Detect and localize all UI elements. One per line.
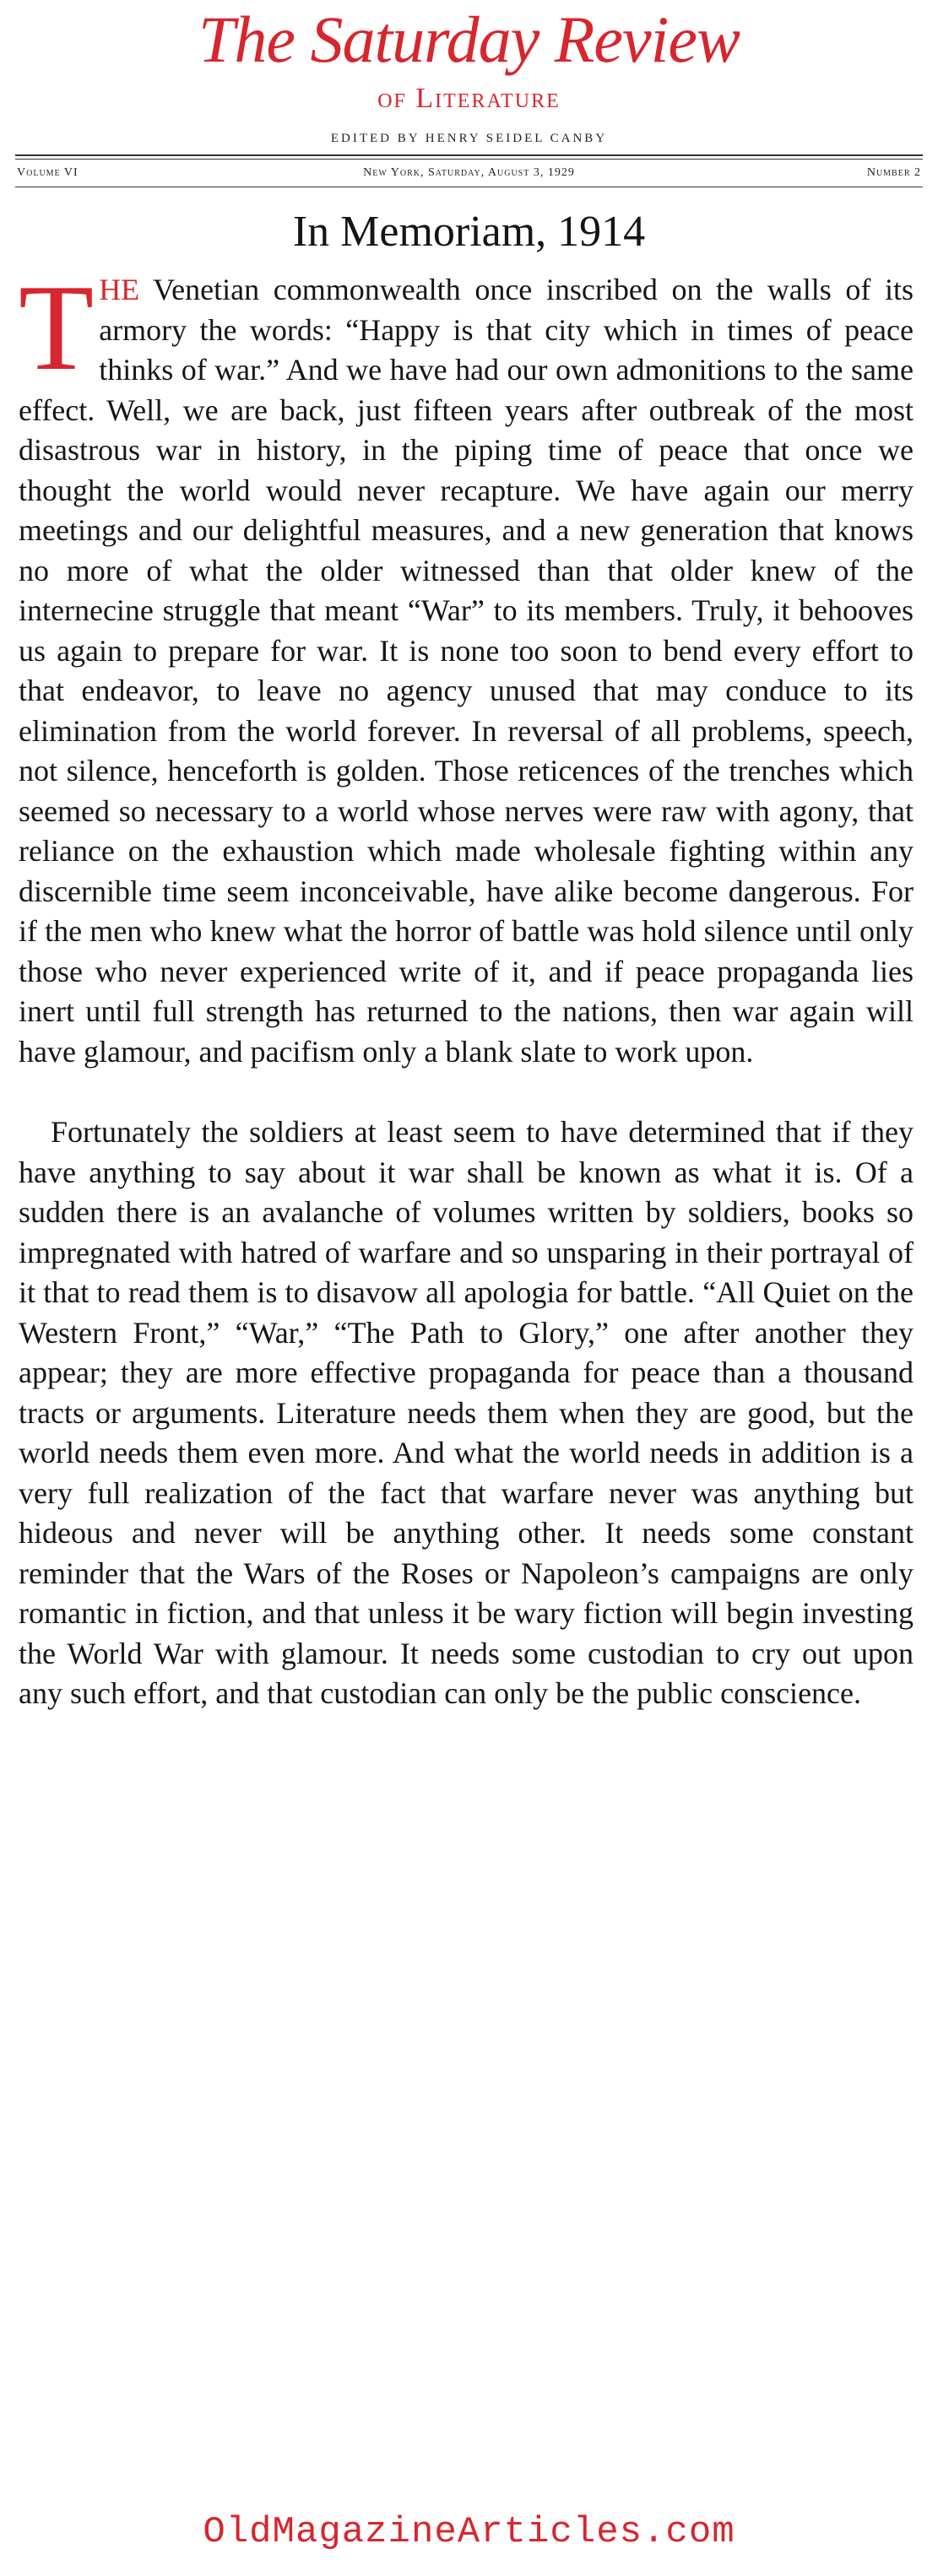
- issue-info-line: [17, 164, 921, 182]
- masthead: [0, 0, 938, 143]
- publication-subtitle: of Literature: [377, 83, 561, 114]
- paragraph-2: Fortunately the soldiers at least seem to have determined that if they have anything to say about it war shall be known as what it is. Of a sudden there is an avalanche of volumes written by soldiers, books so impregnated with hatred of warfare and so unsparing in their portrayal of it that to read them is to disavow all apologia for battle. “All Quiet on the Western Front,” “War,” “The Path to Glory,” one after another they appear; they are more effective propaganda for peace than a thousand tracts or arguments. Literature needs them when they are good, but the world needs them even more. And what the world needs in addition is a very full realization of the fact that warfare never was anything but hideous and never will be anything other. It needs some constant reminder that the Wars of the Roses or Napoleon’s campaigns are only romantic in fiction, and that unless it be wary fiction will begin investing the World War with glamour. It needs some custodian to cry out upon any such effort, and that custodian can only be the public conscience.: [19, 1115, 914, 1710]
- publication-title: The Saturday Review: [198, 3, 740, 76]
- masthead-rule-thin: [15, 159, 923, 160]
- editor-line: EDITED BY HENRY SEIDEL CANBY: [330, 132, 608, 145]
- paragraph-1-text: Venetian commonwealth once inscribed on the walls of its armory the words: “Happy is that city which in times of peace thinks of war.” And we have had our own admonitions to the same effect. Well, we are back, just fifteen years after outbreak of the most disastrous war in history, in the piping time of peace that once we thought the world would never recapture. We have again our merry meetings and our delightful measures, and a new generation that knows no more of what the older witnessed than that older knew of the internecine struggle that meant “War” to its members. Truly, it behooves us again to prepare for war. It is none too soon to bend every effort to that endeavor, to leave no agency unused that may conduce to its elimination from the world forever. In reversal of all problems, speech, not silence, henceforth is golden. Those reticences of the trenches which seemed so necessary to a world whose nerves were raw with agony, that reliance on the exhaustion which made wholesale fighting within any discernible time seem inconceivable, have alike become dangerous. For if the men who knew what the horror of battle was hold silence until only those who never experienced write of it, and if peace propaganda lies inert until full strength has returned to the nations, then war again will have glamour, and pacifism only a blank slate to work upon.: [19, 273, 914, 1069]
- lead-in-caps: HE: [99, 273, 140, 306]
- article-title: In Memoriam, 1914: [292, 208, 646, 256]
- source-watermark: OldMagazineArticles.com: [203, 2511, 735, 2553]
- issue-number: Number 2: [866, 166, 921, 179]
- article-body: [19, 259, 914, 1714]
- volume-label: Volume VI: [17, 166, 79, 179]
- dateline: New York, Saturday, August 3, 1929: [363, 166, 575, 179]
- masthead-rule-thick: [15, 154, 923, 156]
- drop-cap: T: [19, 259, 95, 396]
- paragraph-1: [19, 259, 914, 1072]
